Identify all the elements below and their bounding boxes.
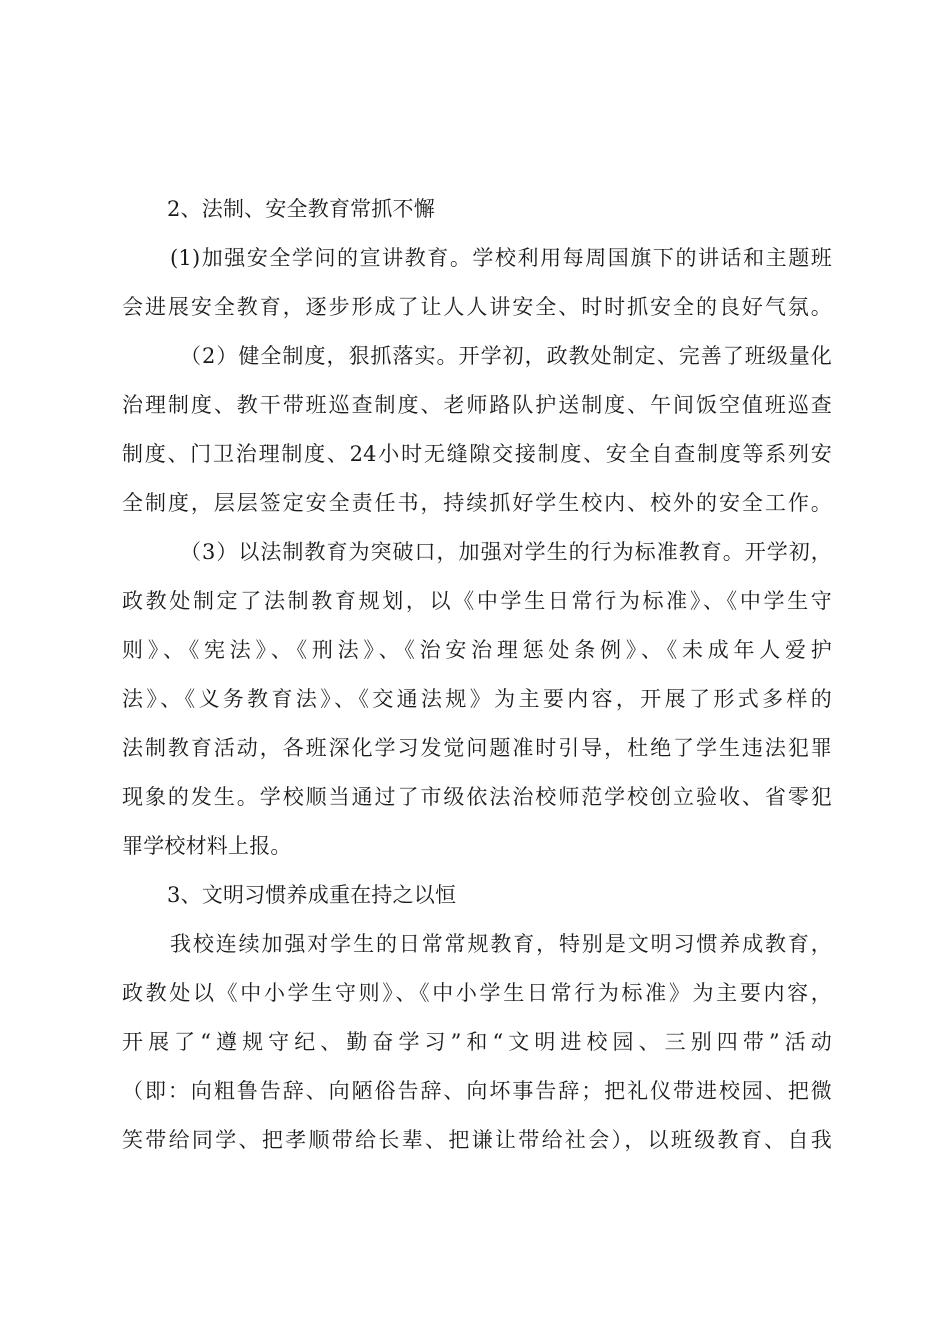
paragraph-2-line-4: 全制度，层层签定安全责任书，持续抓好学生校内、校外的安全工作。 <box>122 491 832 515</box>
paragraph-3-line-2: 政教处制定了法制教育规划，以《中学生日常行为标准》、《中学生守 <box>122 589 832 613</box>
paragraph-3-line-4: 法》、《义务教育法》、《交通法规》为主要内容，开展了形式多样的 <box>122 687 832 711</box>
section-heading-2: 2、法制、安全教育常抓不懈 <box>167 197 435 221</box>
paragraph-2-line-2: 治理制度、教干带班巡查制度、老师路队护送制度、午间饭空值班巡查 <box>122 393 832 417</box>
paragraph-4-line-2: 政教处以《中小学生守则》、《中小学生日常行为标准》为主要内容， <box>122 981 832 1005</box>
paragraph-3-line-6: 现象的发生。学校顺当通过了市级依法治校师范学校创立验收、省零犯 <box>122 785 832 809</box>
paragraph-3-line-3: 则》、《宪法》、《刑法》、《治安治理惩处条例》、《未成年人爱护 <box>122 638 832 662</box>
paragraph-4-line-3: 开展了“遵规守纪、勤奋学习”和“文明进校园、三别四带”活动 <box>122 1030 832 1054</box>
paragraph-1-line-1: (1)加强安全学问的宣讲教育。学校利用每周国旗下的讲话和主题班 <box>170 246 832 270</box>
section-heading-3: 3、文明习惯养成重在持之以恒 <box>167 883 457 907</box>
paragraph-3-line-1: （3）以法制教育为突破口，加强对学生的行为标准教育。开学初， <box>180 540 832 564</box>
paragraph-4-line-5: 笑带给同学、把孝顺带给长辈、把谦让带给社会），以班级教育、自我 <box>122 1128 832 1152</box>
paragraph-2-line-1: （2）健全制度，狠抓落实。开学初，政教处制定、完善了班级量化 <box>180 344 832 368</box>
paragraph-2-line-3: 制度、门卫治理制度、24小时无缝隙交接制度、安全自查制度等系列安 <box>122 442 832 466</box>
paragraph-3-line-5: 法制教育活动，各班深化学习发觉问题准时引导，杜绝了学生违法犯罪 <box>122 736 832 760</box>
paragraph-3-line-7: 罪学校材料上报。 <box>122 834 292 858</box>
paragraph-1-line-2: 会进展安全教育，逐步形成了让人人讲安全、时时抓安全的良好气氛。 <box>122 295 832 319</box>
paragraph-4-line-4: （即：向粗鲁告辞、向陋俗告辞、向坏事告辞；把礼仪带进校园、把微 <box>122 1079 832 1103</box>
paragraph-4-line-1: 我校连续加强对学生的日常常规教育，特别是文明习惯养成教育， <box>170 932 832 956</box>
